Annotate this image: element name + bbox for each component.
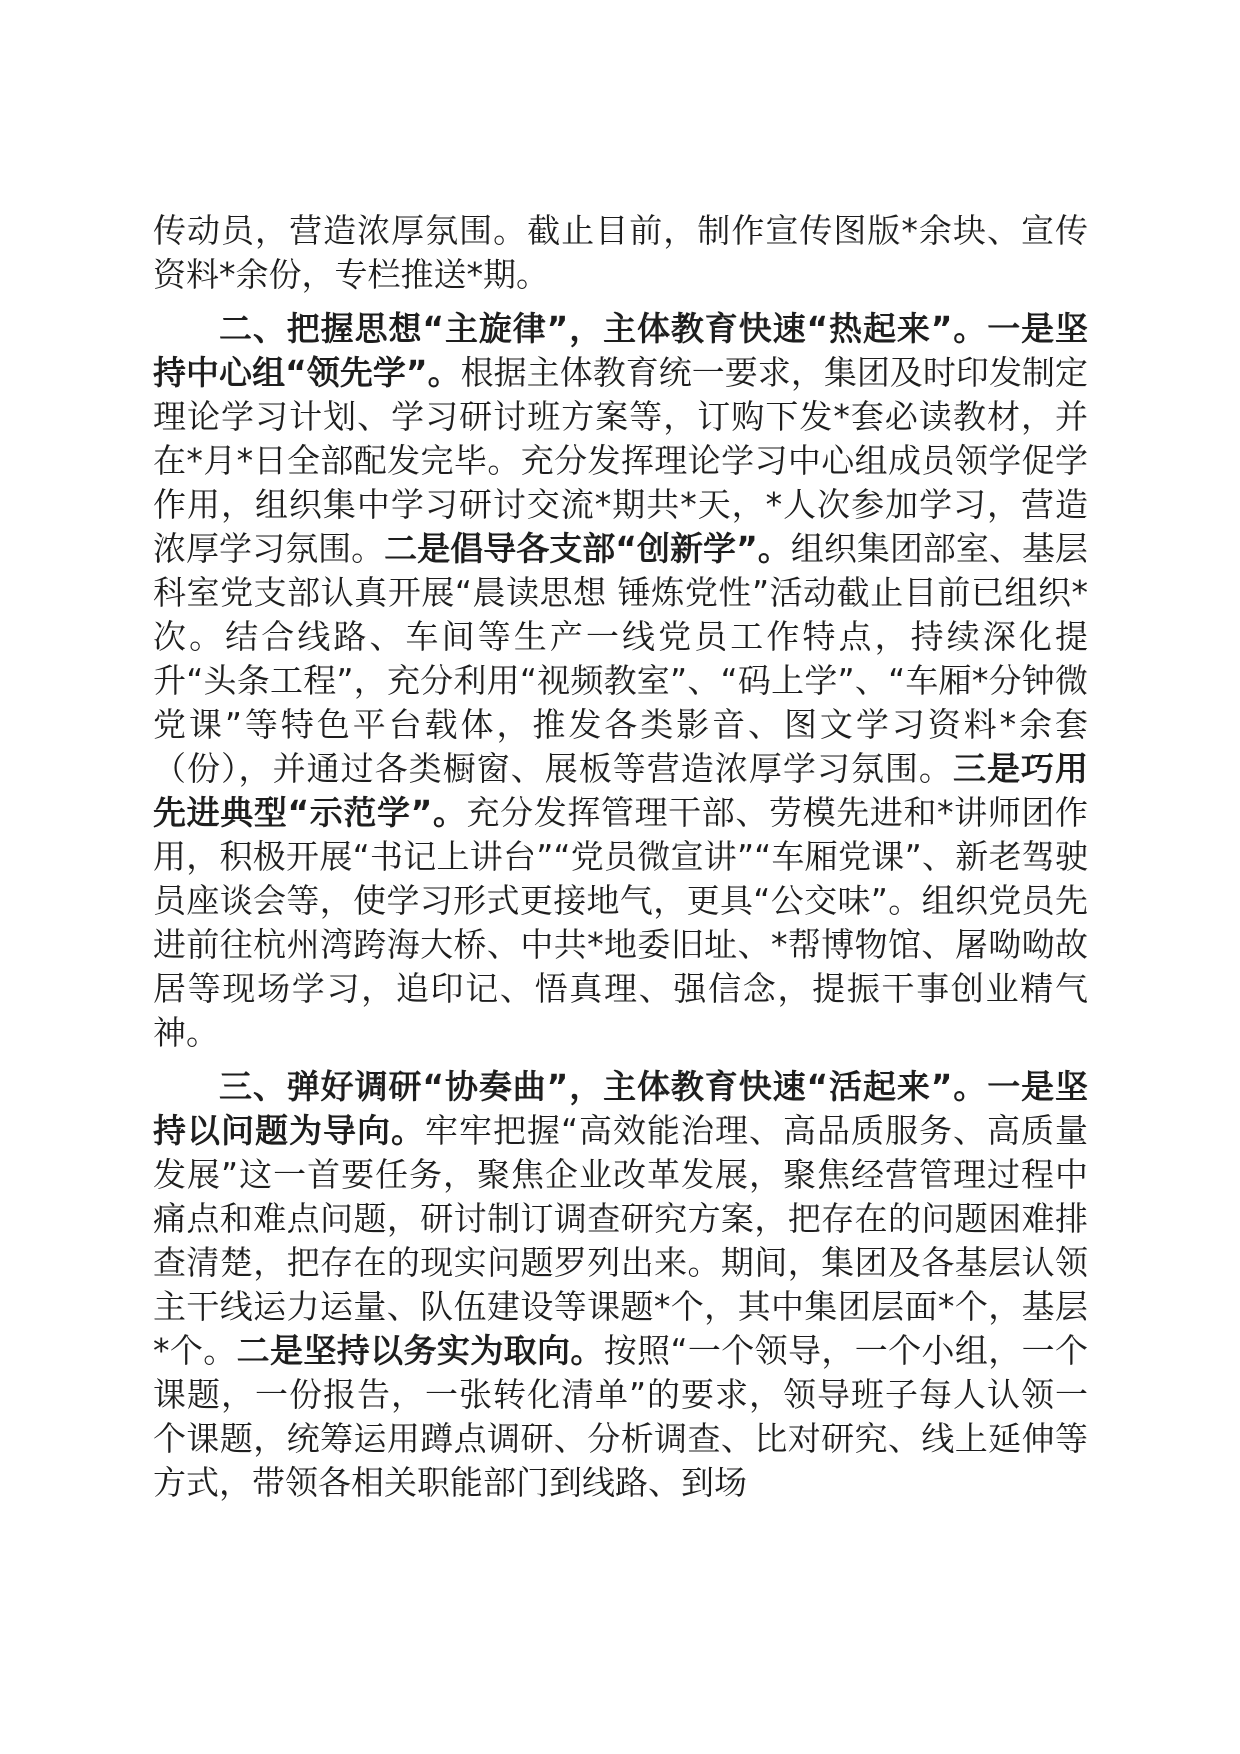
paragraph-1 — [153, 209, 1088, 297]
paragraph-2 — [153, 307, 1088, 1055]
paragraph-text: 组织集团部室、基层科室党支部认真开展“晨读思想 锤炼党性”活动截止目前已组织*次。结合线路、车间等生产一线党员工作特点，持续深化提升“头条工程”，充分利用“视频教室”、“码上学”、“车厢*分钟微党课”等特色平台载体，推发各类影音、图文学习资料*余套（份），并通过各类橱窗、展板等营造浓厚学习氛围。 — [153, 529, 1089, 788]
paragraph-text: 牢牢把握“高效能治理、高品质服务、高质量发展”这一首要任务，聚焦企业改革发展，聚焦经营管理过程中痛点和难点问题，研讨制订调查研究方案，把存在的问题困难排查清楚，把存在的现实问题罗列出来。期间，集团及各基层认领主干线运力运量、队伍建设等课题*个，其中集团层面*个，基层*个。 — [153, 1111, 1088, 1370]
document-page — [153, 209, 1088, 1515]
section-heading-2: 二、把握思想“主旋律”，主体教育快速“热起来”。一是坚持中心组“领先学”。 — [153, 309, 1088, 392]
paragraph-text: 按照“一个领导，一个小组，一个课题，一份报告，一张转化清单”的要求，领导班子每人认领一个课题，统筹运用蹲点调研、分析调查、比对研究、线上延伸等方式，带领各相关职能部门到线路、到场 — [153, 1331, 1089, 1502]
section-heading-3: 三、弹好调研“协奏曲”，主体教育快速“活起来”。一是坚持以问题为导向。 — [153, 1067, 1088, 1150]
paragraph-text: 充分发挥管理干部、劳模先进和*讲师团作用，积极开展“书记上讲台”“党员微宣讲”“车厢党课”、新老驾驶员座谈会等，使学习形式更接地气，更具“公交味”。组织党员先进前往杭州湾跨海大桥、中共*地委旧址、*帮博物馆、屠呦呦故居等现场学习，追印记、悟真理、强信念，提振干事创业精气神。 — [153, 793, 1088, 1052]
paragraph-text: 传动员，营造浓厚氛围。截止目前，制作宣传图版*余块、宣传资料*余份，专栏推送*期。 — [153, 211, 1088, 294]
subheading: 三是巧用先进典型“示范学”。 — [153, 749, 1089, 832]
subheading: 二是坚持以务实为取向。 — [236, 1331, 604, 1370]
subheading: 二是倡导各支部“创新学”。 — [384, 529, 791, 568]
paragraph-3 — [153, 1065, 1088, 1505]
paragraph-text: 根据主体教育统一要求，集团及时印发制定理论学习计划、学习研讨班方案等，订购下发*套必读教材，并在*月*日全部配发完毕。充分发挥理论学习中心组成员领学促学作用，组织集中学习研讨交流*期共*天，*人次参加学习，营造浓厚学习氛围。 — [153, 353, 1089, 568]
